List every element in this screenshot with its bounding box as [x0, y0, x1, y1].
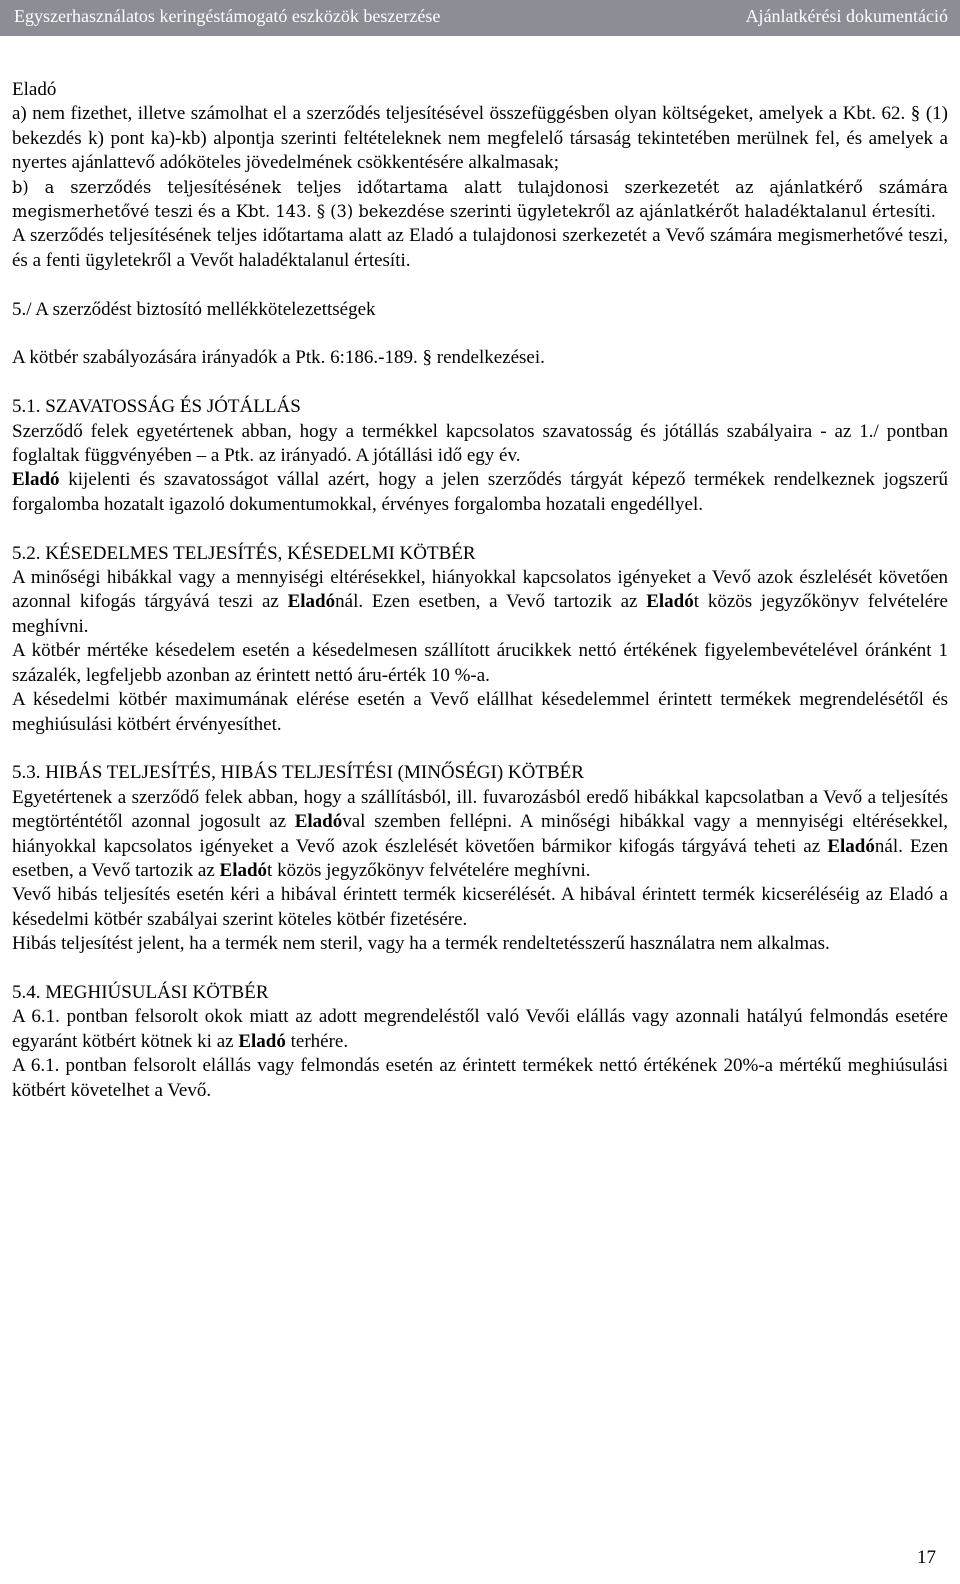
replacement-paragraph: Vevő hibás teljesítés esetén kéri a hibával érintett termék kicserélését. A hibával érintett termék kicseréléséig az Eladó a késedelmi kötbér szabályai szerint köteles kötbér fizetésére. [12, 884, 948, 930]
section-5-3-heading: 5.3. HIBÁS TELJESÍTÉS, HIBÁS TELJESÍTÉSI (MINŐSÉGI) KÖTBÉR [12, 762, 584, 784]
obligation-item-a: a) nem fizethet, illetve számolhat el a szerződés teljesítésével összefüggésben olyan költségeket, amelyek a Kbt. 62. § (1) bekezdés k) pont ka)-kb) alpontja szerinti feltételeknek nem megfelelő társaság tekintetében merülnek fel, és amelyek a nyertes ajánlattevő adóköteles jövedelmének csökkentésére alkalmasak; [12, 103, 948, 174]
faulty-definition-paragraph: Hibás teljesítést jelent, ha a termék nem steril, vagy ha a termék rendeltetésszerű használatra nem alkalmas. [12, 933, 830, 955]
penalty-amount-paragraph: A kötbér mértéke késedelem esetén a késedelmesen szállított árucikkek nettó értékének figyelembevételével óránként 1 százalék, legfeljebb azonban az érintett nettó áru-érték 10 %-a. [12, 640, 948, 686]
seller-label: Eladó [12, 79, 57, 100]
faulty-delivery-paragraph: Egyetértenek a szerződő felek abban, hogy a szállításból, ill. fuvarozásból eredő hibákkal kapcsolatban a Vevő a teljesítés megtörténtétől azonnal jogosult az Eladóval szemben fellépni. A minőségi hibákkal vagy a mennyiségi eltérésekkel, hiányokkal kapcsolatos igényeket a Vevő azok észlelését követően bármikor kifogás tárgyává teheti az Eladónál. Ezen esetben, a Vevő tartozik az Eladót közös jegyzőkönyv felvételére meghívni. [12, 786, 949, 881]
seller-declaration-paragraph: Eladó kijelenti és szavatosságot vállal azért, hogy a jelen szerződés tárgyát képező termékek rendelkeznek jogszerű forgalomba hozatalt igazoló dokumentumokkal, érvényes forgalomba hozatali engedéllyel. [12, 469, 948, 515]
seller-bold: Eladó [12, 469, 60, 491]
section-5-4-heading: 5.4. MEGHIÚSULÁSI KÖTBÉR [12, 981, 269, 1003]
obligation-item-b: b) a szerződés teljesítésének teljes időtartama alatt tulajdonosi szerkezetét az ajánlatkérő számára megismerhetővé teszi és a Kbt. 143. § (3) bekezdése szerinti ügyletekről az ajánlatkérőt haladéktalanul értesíti. [12, 177, 948, 222]
seller-bold: Eladó [287, 591, 336, 613]
ownership-paragraph: A szerződés teljesítésének teljes időtartama alatt az Eladó a tulajdonosi szerkezetét a Vevő számára megismerhetővé teszi, és a fenti ügyletekről a Vevőt haladéktalanul értesíti. [12, 225, 948, 271]
seller-bold: Eladó [294, 811, 343, 833]
seller-bold: Eladó [646, 591, 694, 613]
seller-bold: Eladó [219, 859, 268, 881]
failure-penalty-paragraph: A 6.1. pontban felsorolt elállás vagy felmondás esetén az érintett termékek nettó értékének 20%-a mértékű meghiúsulási kötbért követelhet a Vevő. [12, 1055, 948, 1101]
section-5-1-heading: 5.1. SZAVATOSSÁG ÉS JÓTÁLLÁS [12, 396, 301, 418]
warranty-paragraph: Szerződő felek egyetértenek abban, hogy a termékkel kapcsolatos szavatosság és jótállás szabályaira - az 1./ pontban foglaltak függvényében – a Ptk. az irányadó. A jótállási idő egy év. [12, 420, 948, 467]
seller-bold: Eladó [238, 1030, 286, 1052]
section-5-heading: 5./ A szerződést biztosító mellékkötelezettségek [12, 298, 376, 320]
running-header [0, 0, 960, 36]
seller-bold: Eladó [827, 835, 875, 857]
header-document-type: Ajánlatkérési dokumentáció [745, 6, 948, 26]
section-5-2-heading: 5.2. KÉSEDELMES TELJESÍTÉS, KÉSEDELMI KÖTBÉR [12, 542, 476, 564]
penalty-rule-paragraph: A kötbér szabályozására irányadók a Ptk. 6:186.-189. § rendelkezései. [12, 347, 545, 369]
page-number: 17 [917, 1547, 936, 1568]
max-penalty-paragraph: A késedelmi kötbér maximumának elérése esetén a Vevő elállhat késedelemmel érintett termékek megrendelésétől és meghiúsulási kötbért érvényesíthet. [12, 689, 948, 735]
header-document-title: Egyszerhasználatos keringéstámogató eszközök beszerzése [14, 6, 441, 26]
defect-claims-paragraph: A minőségi hibákkal vagy a mennyiségi eltérésekkel, hiányokkal kapcsolatos igényeket a Vevő azok észlelését követően azonnal kifogás tárgyává teszi az Eladónál. Ezen esetben, a Vevő tartozik az Eladót közös jegyzőkönyv felvételére meghívni. [12, 567, 948, 637]
termination-penalty-paragraph: A 6.1. pontban felsorolt okok miatt az adott megrendeléstől való Vevői elállás vagy azonnali hatályú felmondás esetére egyaránt kötbért kötnek ki az Eladó terhére. [12, 1006, 948, 1052]
document-body [12, 78, 948, 1103]
